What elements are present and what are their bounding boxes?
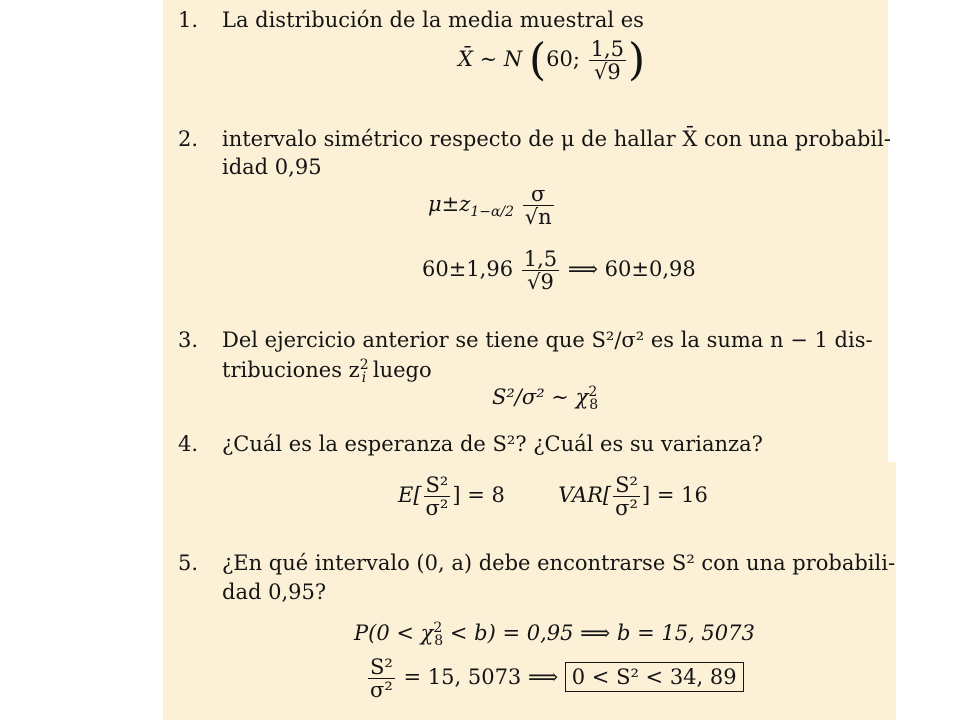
item-1-eq-lhs: X̄ ∼ N <box>458 47 523 72</box>
item-5-eq1-sup: 2 <box>433 620 443 636</box>
item-4-e-lhs: E[ <box>398 483 422 508</box>
item-2-eq1-lhs: μ±z <box>428 192 471 217</box>
item-2-eq2-rhs: ⟹ 60±0,98 <box>567 257 696 282</box>
item-3-line2-sub: i <box>361 370 367 387</box>
item-5-eq2-den: σ² <box>370 678 393 703</box>
item-3-eq-sub: 8 <box>589 397 599 414</box>
item-1-eq-mean: 60; <box>546 47 580 72</box>
item-2-equation-2 <box>422 248 696 293</box>
item-3-line2-a: tribuciones z <box>222 358 360 382</box>
item-4-e-num: S² <box>425 473 449 497</box>
item-4-number: 4. <box>178 432 199 456</box>
item-3-line2-b: luego <box>372 358 432 382</box>
item-1-eq-fraction <box>589 38 626 83</box>
item-2-eq1-sub: 1−α/2 <box>470 204 515 221</box>
item-2-eq1-den: √n <box>524 205 552 230</box>
item-1-eq-den: √9 <box>593 60 621 85</box>
item-4-e-den: σ² <box>425 496 449 521</box>
item-1-eq-num: 1,5 <box>590 37 625 61</box>
item-2-line2: idad 0,95 <box>222 155 322 179</box>
item-4-text: ¿Cuál es la esperanza de S²? ¿Cuál es su varianza? <box>222 432 763 456</box>
item-2-eq2-lhs: 60±1,96 <box>422 257 514 282</box>
item-3-eq-sup: 2 <box>588 384 598 400</box>
item-4-v-rhs: ] = 16 <box>641 483 708 508</box>
item-3-line1: Del ejercicio anterior se tiene que S²/σ² es la suma n − 1 dis- <box>222 328 873 352</box>
item-2-eq2-num: 1,5 <box>523 247 558 271</box>
item-5-eq2-mid: = 15, 5073 ⟹ <box>403 665 559 690</box>
item-2-eq2-den: √9 <box>527 270 554 295</box>
item-5-eq2-fraction <box>368 656 395 701</box>
item-5-eq1-sub: 8 <box>434 633 444 650</box>
item-4-v-den: σ² <box>615 496 638 521</box>
item-3-equation <box>492 384 598 413</box>
item-5-boxed-result: 0 < S² < 34, 89 <box>565 662 744 692</box>
item-5-equation-1 <box>354 620 755 649</box>
item-3-line2 <box>222 357 432 386</box>
item-1-text: La distribución de la media muestral es <box>222 8 644 32</box>
item-2-eq2-fraction <box>522 248 559 293</box>
item-4-e-fraction <box>424 474 451 519</box>
item-5-eq2-num: S² <box>370 655 393 679</box>
item-2-eq1-num: σ <box>523 183 554 206</box>
item-5-eq1-b: < b) = 0,95 ⟹ b = 15, 5073 <box>449 621 755 645</box>
item-4-v-num: S² <box>615 473 638 497</box>
item-4-equation <box>398 474 708 519</box>
item-4-v-lhs: VAR[ <box>558 483 612 508</box>
item-3-eq-lhs: S²/σ² ∼ χ <box>492 385 589 409</box>
item-5-line1: ¿En qué intervalo (0, a) debe encontrarse S² con una probabili- <box>222 551 896 575</box>
item-2-line1: intervalo simétrico respecto de μ de hallar X̄ con una probabil- <box>222 127 891 151</box>
item-3-line2-sup: 2 <box>359 357 369 373</box>
item-1-number: 1. <box>178 8 199 32</box>
item-4-e-rhs: ] = 8 <box>452 483 505 508</box>
item-5-equation-2 <box>366 656 744 701</box>
item-5-number: 5. <box>178 551 199 575</box>
item-2-number: 2. <box>178 127 199 151</box>
item-1-equation: X̄ ∼ N (60; $\frac{1,5}{√9}$ ) <box>458 34 646 86</box>
item-4-v-fraction <box>613 474 640 519</box>
item-5-eq1-a: P(0 < χ <box>354 621 434 645</box>
item-5-line2: dad 0,95? <box>222 580 327 604</box>
document-page-edge <box>888 462 896 720</box>
item-3-number: 3. <box>178 328 199 352</box>
item-2-equation-1 <box>428 183 556 228</box>
item-2-eq1-fraction <box>523 183 554 228</box>
